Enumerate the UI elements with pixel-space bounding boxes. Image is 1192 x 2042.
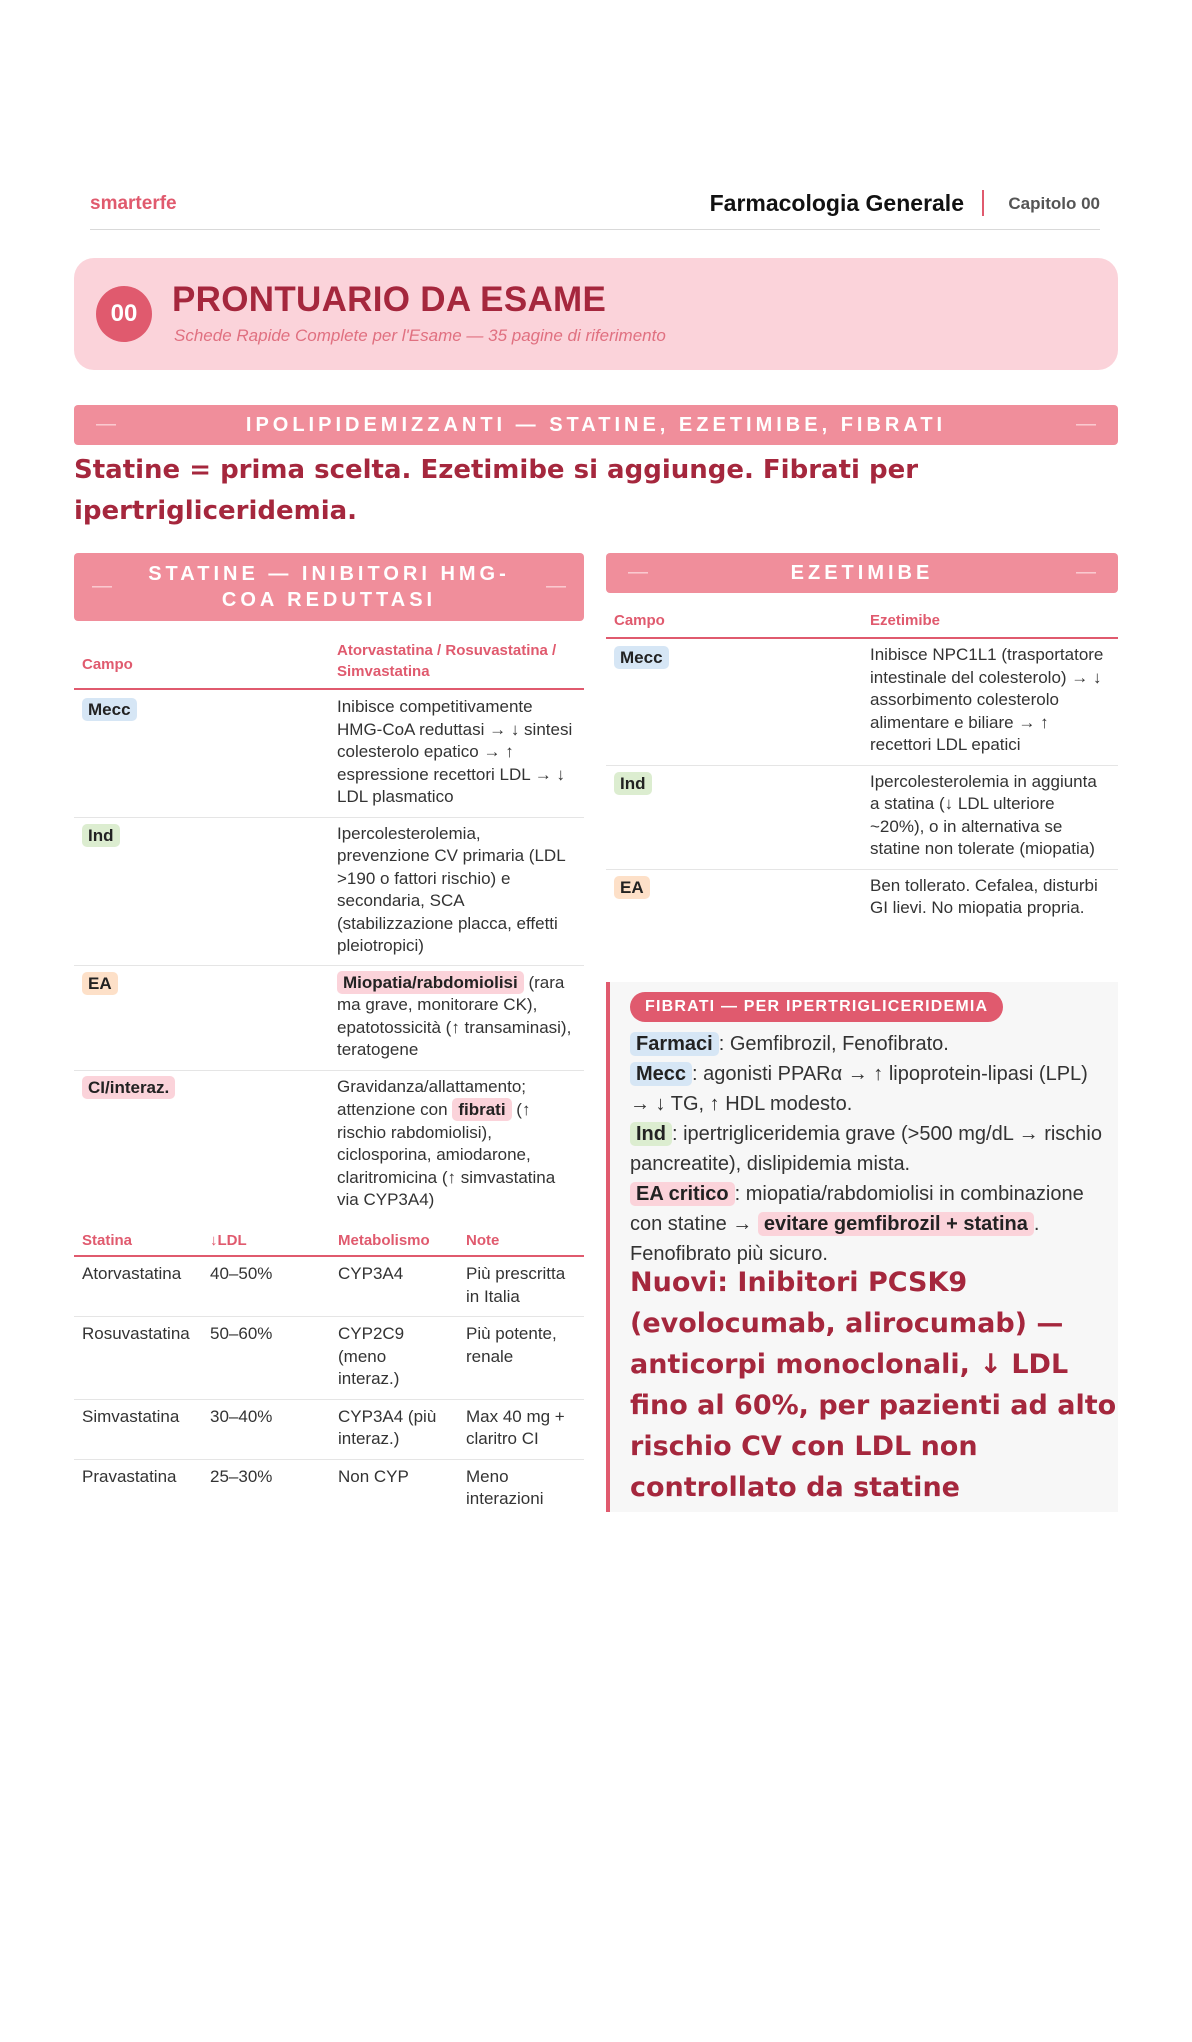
pcsk9-note: Nuovi: Inibitori PCSK9 (evolocumab, alirocumab) — anticorpi monoclonali, ↓ LDL fino al 60%, per pazienti ad alto rischio CV con LDL non controllato da statine [630, 1267, 1117, 1503]
fibrati-line-mecc [630, 1059, 1110, 1119]
table-row [74, 1459, 584, 1511]
table-cell: CYP3A4 (più interaz.) [330, 1399, 458, 1459]
page-header [90, 188, 1100, 230]
table-cell: Rosuvastatina [74, 1317, 202, 1400]
table-header-row [74, 1232, 584, 1256]
table-row [74, 1317, 584, 1400]
field-tag: Mecc [82, 698, 137, 721]
table-cell: 40–50% [202, 1256, 330, 1317]
table-row [606, 638, 1118, 765]
fibrati-line-ea [630, 1179, 1110, 1269]
table-cell: 25–30% [210, 1466, 273, 1486]
table-header-row [606, 612, 1118, 638]
field-text: : miopatia/rabdomiolisi in combinazione con statine → [630, 1183, 1084, 1235]
field-text: (rara ma grave, monitorare CK), epatotossicità (↑ transaminasi), teratogene [337, 972, 572, 1059]
field-tag: EA [82, 972, 118, 995]
field-text: : agonisti PPARα → ↑ lipoprotein-lipasi (LPL) → ↓ TG, ↑ HDL modesto. [630, 1063, 1088, 1115]
table-cell: Atorvastatina [74, 1256, 202, 1317]
table-row [74, 1399, 584, 1459]
highlight-term: Miopatia/rabdomiolisi [337, 971, 524, 994]
statine-comparison-table [74, 1232, 584, 1511]
table-cell: Più prescritta in Italia [458, 1256, 584, 1317]
chapter-number-badge: 00 [96, 286, 152, 342]
table-row [74, 817, 584, 965]
field-tag: Mecc [630, 1062, 692, 1086]
fibrati-title-pill: FIBRATI — PER IPERTRIGLICERIDEMIA [630, 992, 1003, 1022]
statine-heading-bar [74, 553, 584, 621]
field-text: Gravidanza/allattamento; attenzione con [337, 1076, 526, 1119]
field-text: (↑ rischio rabdomiolisi), ciclosporina, amiodarone, claritromicina (↑ simvastatina via CYP3A4) [337, 1100, 556, 1209]
field-tag: Mecc [614, 646, 669, 669]
table-row [606, 869, 1118, 928]
chapter-banner [74, 258, 1118, 370]
ezetimibe-heading: EZETIMIBE [790, 562, 934, 584]
fibrati-line-ind [630, 1119, 1110, 1179]
table-row [74, 1256, 584, 1317]
table-header-row [74, 640, 584, 689]
section-heading-bar [74, 405, 1118, 445]
field-tag: Ind [82, 824, 120, 847]
table-cell: Max 40 mg + claritro CI [458, 1399, 584, 1459]
field-value [329, 1070, 584, 1222]
statine-table [74, 640, 584, 1222]
section-lead-text: Statine = prima scelta. Ezetimibe si aggiunge. Fibrati per ipertrigliceridemia. [74, 455, 919, 526]
table-row [606, 765, 1118, 869]
table-cell: Non CYP [338, 1466, 409, 1486]
field-value: Ipercolesterolemia in aggiunta a statina (↓ LDL ulteriore ~20%), o in alternativa se statine non tolerate (miopatia) [862, 765, 1118, 869]
column-header: Statina [74, 1232, 202, 1256]
field-text: . Fenofibrato più sicuro. [630, 1213, 1040, 1265]
dash-decoration: — [1076, 413, 1096, 435]
column-header: Note [458, 1232, 584, 1256]
field-value: Ipercolesterolemia, prevenzione CV primaria (LDL >190 o fattori rischio) e secondaria, SCA (stabilizzazione placca, effetti pleiotropici) [329, 817, 584, 965]
ezetimibe-table [606, 612, 1118, 928]
section-title: IPOLIPIDEMIZZANTI — STATINE, EZETIMIBE, FIBRATI [245, 414, 947, 436]
table-cell: 30–40% [202, 1399, 330, 1459]
table-row [74, 689, 584, 817]
table-cell: 50–60% [202, 1317, 330, 1400]
brand-name: smarterfe [90, 193, 177, 214]
column-header: Metabolismo [330, 1232, 458, 1256]
chapter-label: Capitolo 00 [1008, 194, 1100, 213]
field-value: Inibisce competitivamente HMG-CoA reduttasi → ↓ sintesi colesterolo epatico → ↑ espressione recettori LDL → ↓ LDL plasmatico [329, 689, 584, 817]
fibrati-line-farmaci [630, 1029, 1110, 1059]
field-tag: CI/interaz. [82, 1076, 175, 1099]
chapter-subtitle: Schede Rapide Complete per l'Esame — 35 pagine di riferimento [174, 326, 666, 345]
dash-decoration: — [546, 575, 566, 597]
table-row [74, 1070, 584, 1222]
column-header-campo: Campo [74, 640, 329, 689]
fibrati-callout [606, 982, 1118, 1512]
column-header-ezetimibe: Ezetimibe [862, 612, 1118, 638]
dash-decoration: — [92, 575, 112, 597]
highlight-term: evitare gemfibrozil + statina [758, 1212, 1034, 1236]
document-title: Farmacologia Generale [709, 190, 964, 216]
table-cell: Più potente, renale [458, 1317, 584, 1400]
table-cell: Pravastatina [82, 1466, 177, 1486]
highlight-term: fibrati [452, 1098, 511, 1121]
field-tag: Ind [630, 1122, 672, 1146]
column-header-farmaci: Atorvastatina / Rosuvastatina / Simvastatina [329, 640, 584, 689]
table-row [74, 965, 584, 1070]
table-cell: Simvastatina [74, 1399, 202, 1459]
field-tag: EA [614, 876, 650, 899]
field-text: : ipertrigliceridemia grave (>500 mg/dL → rischio pancreatite), dislipidemia mista. [630, 1123, 1102, 1175]
dash-decoration: — [96, 413, 116, 435]
field-tag: EA critico [630, 1182, 735, 1206]
field-tag: Ind [614, 772, 652, 795]
field-text: : Gemfibrozil, Fenofibrato. [718, 1033, 949, 1055]
header-separator [982, 190, 984, 216]
column-header: ↓LDL [202, 1232, 330, 1256]
table-cell: CYP3A4 [330, 1256, 458, 1317]
fibrati-body [630, 1029, 1110, 1269]
field-tag: Farmaci [630, 1032, 719, 1056]
table-cell: CYP2C9 (meno interaz.) [330, 1317, 458, 1400]
field-value [329, 965, 584, 1070]
ezetimibe-heading-bar [606, 553, 1118, 593]
field-value: Ben tollerato. Cefalea, disturbi GI lievi. No miopatia propria. [870, 875, 1098, 917]
statine-heading: STATINE — INIBITORI HMG-COA REDUTTASI [148, 563, 510, 611]
column-header-campo: Campo [606, 612, 862, 638]
dash-decoration: — [1076, 561, 1096, 583]
chapter-title: PRONTUARIO DA ESAME [172, 280, 607, 319]
dash-decoration: — [628, 561, 648, 583]
field-value: Inibisce NPC1L1 (trasportatore intestinale del colesterolo) → ↓ assorbimento colesterolo alimentare e biliare → ↑ recettori LDL epatici [862, 638, 1118, 765]
table-cell: Meno interazioni [466, 1466, 544, 1508]
